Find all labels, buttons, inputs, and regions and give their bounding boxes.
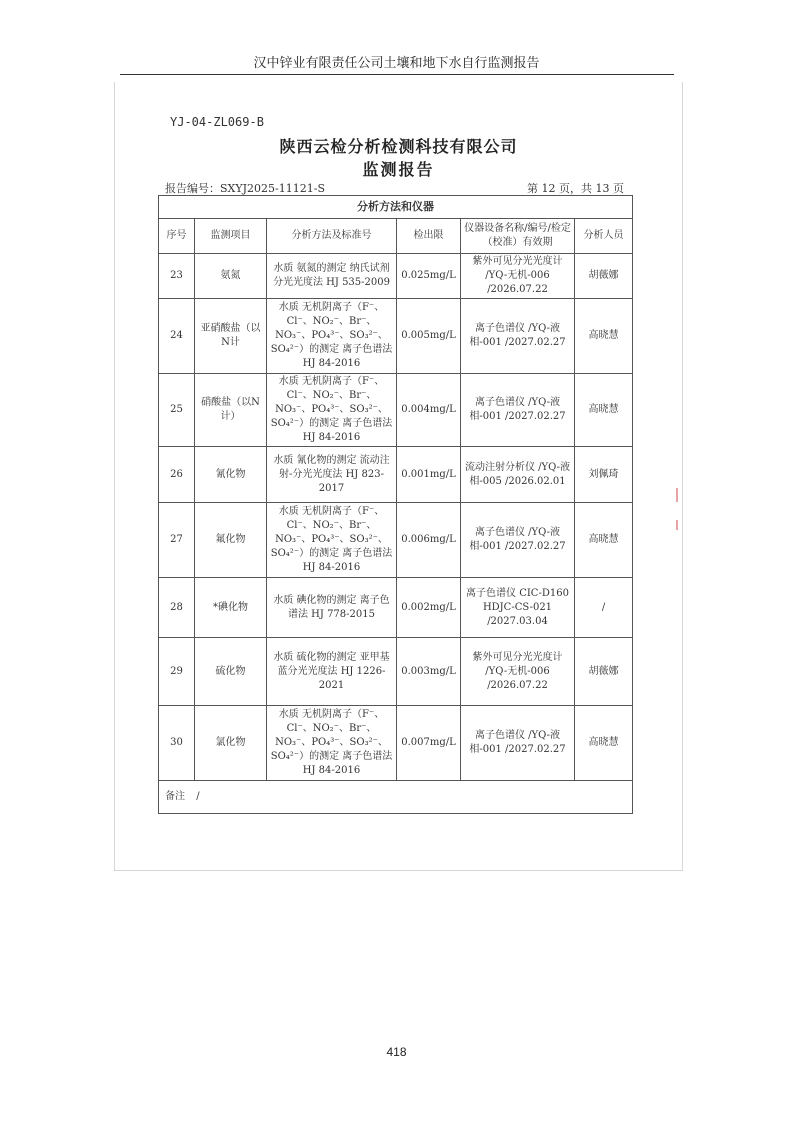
cell-instrument: 离子色谱仪 /YQ-液相-001 /2027.02.27 xyxy=(461,706,575,781)
table-header-row xyxy=(159,219,633,254)
analysis-methods-table-wrapper xyxy=(158,195,632,814)
cell-no: 27 xyxy=(159,503,195,578)
header-rule xyxy=(120,74,674,75)
cell-no: 26 xyxy=(159,447,195,503)
table-row xyxy=(159,254,633,299)
table-row xyxy=(159,578,633,638)
column-header: 检出限 xyxy=(397,219,461,254)
cell-limit: 0.004mg/L xyxy=(397,374,461,447)
cell-instrument: 离子色谱仪 CIC-D160 HDJC-CS-021 /2027.03.04 xyxy=(461,578,575,638)
cell-analyst: 高晓慧 xyxy=(575,299,633,374)
cell-limit: 0.003mg/L xyxy=(397,638,461,706)
cell-analyst: 胡薇娜 xyxy=(575,638,633,706)
cell-analyst: / xyxy=(575,578,633,638)
cell-no: 23 xyxy=(159,254,195,299)
column-header: 仪器设备名称/编号/检定（校准）有效期 xyxy=(461,219,575,254)
table-row xyxy=(159,447,633,503)
company-name: 陕西云检分析检测科技有限公司 xyxy=(279,137,518,156)
cell-no: 25 xyxy=(159,374,195,447)
cell-method: 水质 碘化物的测定 离子色谱法 HJ 778-2015 xyxy=(267,578,397,638)
cell-method: 水质 无机阴离子（F⁻、Cl⁻、NO₂⁻、Br⁻、NO₃⁻、PO₄³⁻、SO₃²⁻、SO₄²⁻）的测定 离子色谱法 HJ 84-2016 xyxy=(267,374,397,447)
cell-no: 24 xyxy=(159,299,195,374)
cell-item: 氨氮 xyxy=(195,254,267,299)
cell-instrument: 紫外可见分光光度计 /YQ-无机-006 /2026.07.22 xyxy=(461,254,575,299)
report-title: 监测报告 xyxy=(362,160,435,179)
document-code: YJ-04-ZL069-B xyxy=(170,115,264,129)
cell-item: 氯化物 xyxy=(195,706,267,781)
scan-stamp-edge-mark xyxy=(676,488,678,502)
page-of-count: 第 12 页，共 13 页 xyxy=(527,182,624,195)
cell-limit: 0.002mg/L xyxy=(397,578,461,638)
cell-method: 水质 无机阴离子（F⁻、Cl⁻、NO₂⁻、Br⁻、NO₃⁻、PO₄³⁻、SO₃²⁻、SO₄²⁻）的测定 离子色谱法 HJ 84-2016 xyxy=(267,299,397,374)
cell-item: 硝酸盐（以N计） xyxy=(195,374,267,447)
cell-item: 硫化物 xyxy=(195,638,267,706)
column-header: 分析方法及标准号 xyxy=(267,219,397,254)
table-row xyxy=(159,374,633,447)
column-header: 监测项目 xyxy=(195,219,267,254)
cell-item: 氰化物 xyxy=(195,447,267,503)
cell-item: 氟化物 xyxy=(195,503,267,578)
cell-method: 水质 硫化物的测定 亚甲基蓝分光光度法 HJ 1226-2021 xyxy=(267,638,397,706)
cell-limit: 0.007mg/L xyxy=(397,706,461,781)
report-number: 报告编号：SXYJ2025-11121-S xyxy=(165,182,325,195)
cell-method: 水质 氨氮的测定 纳氏试剂分光光度法 HJ 535-2009 xyxy=(267,254,397,299)
cell-method: 水质 氰化物的测定 流动注射-分光光度法 HJ 823-2017 xyxy=(267,447,397,503)
cell-analyst: 高晓慧 xyxy=(575,503,633,578)
column-header: 分析人员 xyxy=(575,219,633,254)
cell-analyst: 刘佩琦 xyxy=(575,447,633,503)
cell-limit: 0.006mg/L xyxy=(397,503,461,578)
table-row xyxy=(159,299,633,374)
cell-no: 28 xyxy=(159,578,195,638)
cell-no: 29 xyxy=(159,638,195,706)
cell-analyst: 高晓慧 xyxy=(575,706,633,781)
page-number: 418 xyxy=(386,1045,407,1059)
scanned-report-page xyxy=(114,82,683,871)
cell-instrument: 离子色谱仪 /YQ-液相-001 /2027.02.27 xyxy=(461,503,575,578)
table-row xyxy=(159,638,633,706)
table-row xyxy=(159,706,633,781)
table-caption: 分析方法和仪器 xyxy=(159,196,633,219)
remarks-label: 备注 xyxy=(165,791,185,802)
table-row xyxy=(159,503,633,578)
cell-instrument: 离子色谱仪 /YQ-液相-001 /2027.02.27 xyxy=(461,299,575,374)
cell-instrument: 紫外可见分光光度计 /YQ-无机-006 /2026.07.22 xyxy=(461,638,575,706)
remarks-cell xyxy=(159,781,633,814)
remarks-value: / xyxy=(196,791,200,802)
cell-limit: 0.005mg/L xyxy=(397,299,461,374)
cell-item: *碘化物 xyxy=(195,578,267,638)
scan-stamp-edge-mark xyxy=(676,520,678,530)
analysis-methods-table xyxy=(158,195,633,814)
cell-limit: 0.001mg/L xyxy=(397,447,461,503)
remarks-row xyxy=(159,781,633,814)
cell-instrument: 离子色谱仪 /YQ-液相-001 /2027.02.27 xyxy=(461,374,575,447)
cell-limit: 0.025mg/L xyxy=(397,254,461,299)
cell-item: 亚硝酸盐（以N计 xyxy=(195,299,267,374)
cell-analyst: 高晓慧 xyxy=(575,374,633,447)
column-header: 序号 xyxy=(159,219,195,254)
cell-instrument: 流动注射分析仪 /YQ-液相-005 /2026.02.01 xyxy=(461,447,575,503)
cell-no: 30 xyxy=(159,706,195,781)
running-header: 汉中锌业有限责任公司土壤和地下水自行监测报告 xyxy=(253,56,540,71)
cell-analyst: 胡薇娜 xyxy=(575,254,633,299)
cell-method: 水质 无机阴离子（F⁻、Cl⁻、NO₂⁻、Br⁻、NO₃⁻、PO₄³⁻、SO₃²⁻、SO₄²⁻）的测定 离子色谱法 HJ 84-2016 xyxy=(267,503,397,578)
cell-method: 水质 无机阴离子（F⁻、Cl⁻、NO₂⁻、Br⁻、NO₃⁻、PO₄³⁻、SO₃²⁻、SO₄²⁻）的测定 离子色谱法 HJ 84-2016 xyxy=(267,706,397,781)
